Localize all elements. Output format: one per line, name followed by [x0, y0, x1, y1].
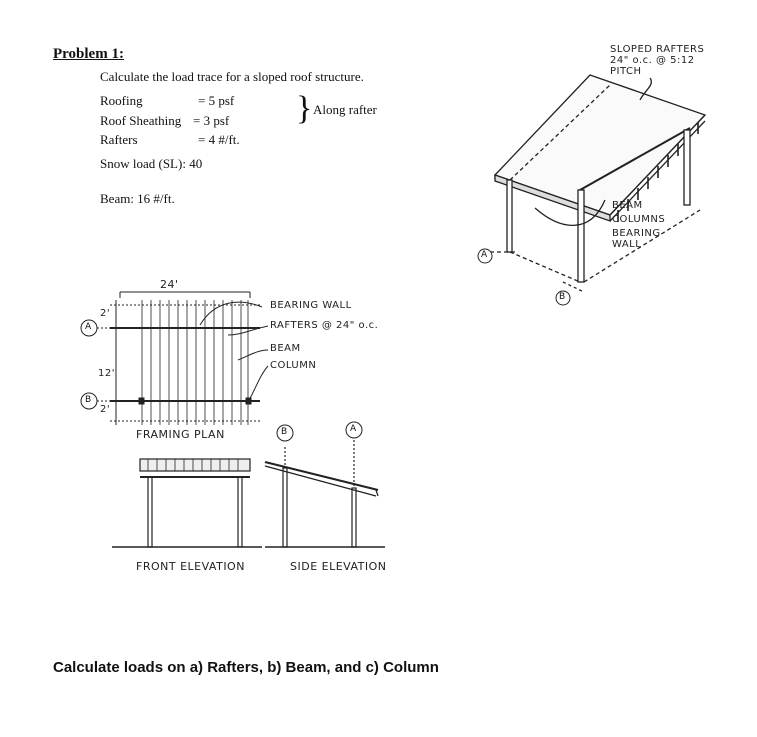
framing-plan-label: FRAMING PLAN — [136, 428, 225, 441]
load-value-sheathing: = 3 psf — [193, 113, 230, 128]
snow-load: Snow load (SL): 40 — [100, 156, 203, 171]
plan-grid-a-label: A — [85, 322, 92, 332]
load-value-roofing: = 5 psf — [198, 93, 235, 108]
side-elevation-label: SIDE ELEVATION — [290, 560, 387, 573]
iso-note-line3: PITCH — [610, 66, 642, 77]
plan-dim-top: 24' — [160, 278, 179, 291]
plan-callout-column: COLUMN — [270, 360, 317, 371]
question-text: Calculate loads on a) Rafters, b) Beam, and c) Column — [53, 659, 439, 676]
iso-sketch-drawing — [490, 75, 705, 292]
plan-callout-beam: BEAM — [270, 343, 301, 354]
front-elevation-drawing — [112, 459, 262, 547]
load-name-sheathing: Roof Sheathing — [100, 113, 182, 128]
brace-symbol: } — [296, 90, 313, 127]
plan-grid-b-label: B — [85, 395, 92, 405]
front-elevation-label: FRONT ELEVATION — [136, 560, 245, 573]
framing-plan-drawing — [110, 292, 268, 425]
iso-note-line2: 24" o.c. @ 5:12 — [610, 55, 695, 66]
plan-dim-left-3: 2' — [100, 404, 111, 415]
brace-note: Along rafter — [313, 102, 377, 117]
iso-callout-wall: WALL — [612, 239, 642, 250]
iso-grid-b-label: B — [559, 292, 566, 302]
plan-rafters — [142, 300, 248, 425]
plan-dim-left-2: 12' — [98, 368, 115, 379]
iso-callout-beam: BEAM — [612, 200, 643, 211]
side-grid-b-label: B — [281, 427, 288, 437]
iso-note-line1: SLOPED RAFTERS — [610, 44, 705, 55]
plan-callout-bearing-wall: BEARING WALL — [270, 300, 352, 311]
load-name-rafters: Rafters — [100, 132, 138, 147]
iso-callout-bearing: BEARING — [612, 228, 661, 239]
load-value-rafters: = 4 #/ft. — [198, 132, 240, 147]
load-name-roofing: Roofing — [100, 93, 143, 108]
iso-callout-columns: COLUMNS — [612, 214, 666, 225]
plan-callout-rafters: RAFTERS @ 24" o.c. — [270, 320, 379, 331]
beam-load: Beam: 16 #/ft. — [100, 191, 175, 206]
problem-intro: Calculate the load trace for a sloped roof structure. — [100, 69, 364, 84]
problem-title: Problem 1: — [53, 46, 124, 62]
side-grid-a-label: A — [350, 424, 357, 434]
side-elevation-drawing — [265, 440, 385, 547]
iso-grid-a-label: A — [481, 250, 488, 260]
plan-dim-left-1: 2' — [100, 308, 111, 319]
